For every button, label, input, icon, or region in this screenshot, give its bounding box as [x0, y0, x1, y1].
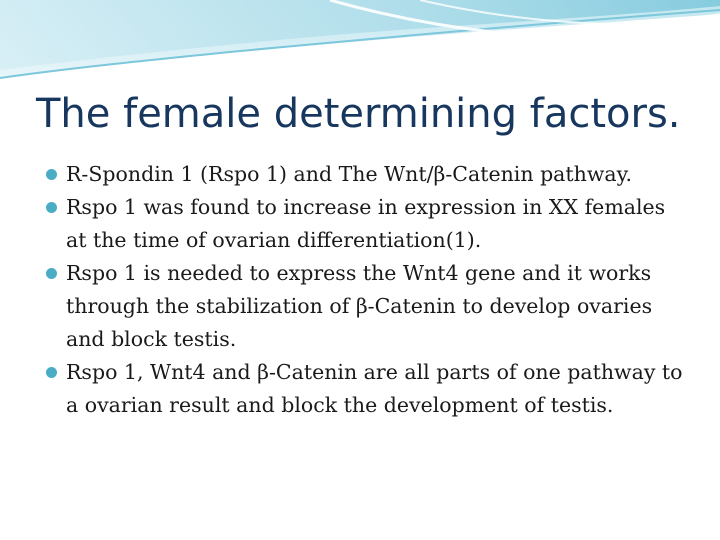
bullet-list [46, 158, 686, 422]
bullet-text: R-Spondin 1 (Rspo 1) and The Wnt/β-Catenin pathway. [66, 162, 632, 186]
list-item [46, 158, 686, 191]
bullet-dot-icon [46, 169, 57, 180]
top-wave-decoration [0, 0, 720, 90]
bullet-dot-icon [46, 367, 57, 378]
list-item [46, 356, 686, 422]
bullet-text: Rspo 1 is needed to express the Wnt4 gene and it works through the stabilization of β-Catenin to develop ovaries and block testis. [66, 261, 653, 351]
bullet-dot-icon [46, 268, 57, 279]
list-item [46, 257, 686, 356]
slide-title: The female determining factors. [36, 91, 681, 137]
bullet-dot-icon [46, 202, 57, 213]
bullet-text: Rspo 1 was found to increase in expression in XX females at the time of ovarian differentiation(1). [66, 195, 666, 252]
list-item [46, 191, 686, 257]
bullet-text: Rspo 1, Wnt4 and β-Catenin are all parts of one pathway to a ovarian result and block the development of testis. [66, 360, 683, 417]
